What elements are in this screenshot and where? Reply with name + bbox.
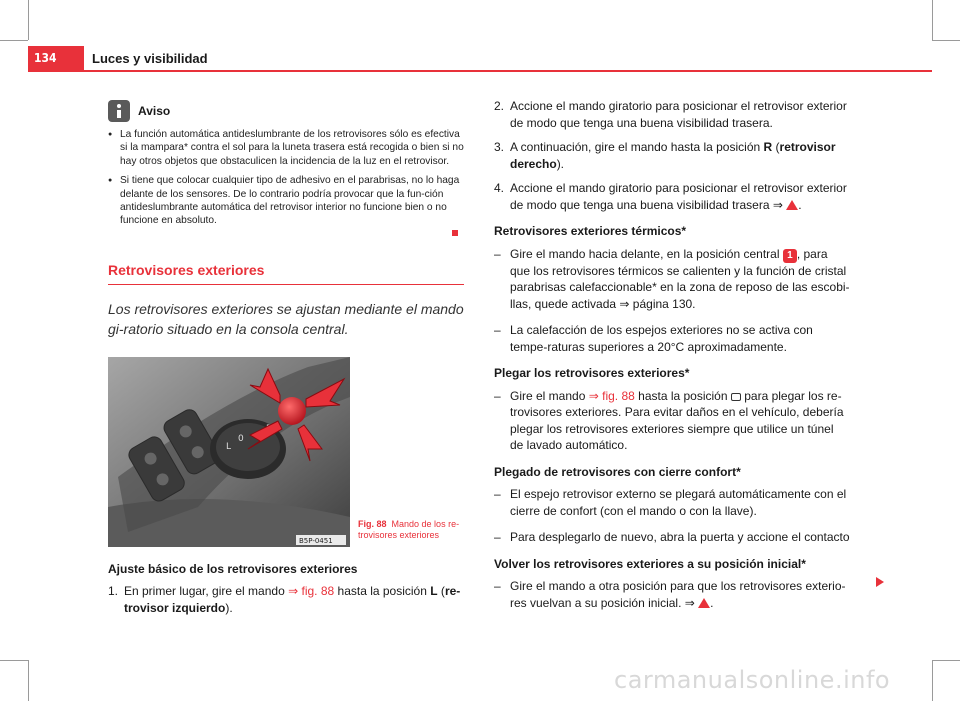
position-name: retrovisor derecho — [510, 140, 836, 171]
step-text: ). — [225, 600, 233, 615]
plegar-item — [494, 388, 850, 454]
termicos-item: – La calefacción de los espejos exteriores no se activa con tempe-raturas superiores a 20°C aproximadamente. — [494, 322, 850, 355]
step-number: 2. — [494, 99, 505, 113]
mirror-control-illustration — [108, 357, 350, 547]
item-text: para plegar los re-trovisores exteriores. Para evitar daños en el vehículo, debería plegar los retrovisores exteriores siempre que utilice un túnel de lavado automático. — [510, 388, 844, 452]
figure-caption-text: Mando de los re-trovisores exteriores — [358, 518, 460, 540]
volver-item: – Gire el mando a otra posición para que los retrovisores exterio-res vuelvan a su posición inicial. ⇒ . — [494, 578, 850, 611]
step-4: 4. Accione el mando giratorio para posicionar el retrovisor exterior de modo que tenga una buena visibilidad trasera ⇒ . — [494, 181, 847, 212]
step-text: ). — [556, 156, 565, 171]
info-icon — [108, 100, 130, 122]
step-text: Accione el mando giratorio para posicionar el retrovisor exterior de modo que tenga una buena visibilidad trasera ⇒ — [510, 181, 847, 212]
header-title: Luces y visibilidad — [92, 51, 208, 66]
watermark: carmanualsonline.info — [614, 666, 891, 694]
figure-code: B5P-0451 — [299, 536, 333, 545]
step-2 — [494, 98, 850, 131]
plegado-item: – El espejo retrovisor externo se plegará automáticamente con el cierre de confort (con el mando o con la llave). — [494, 486, 850, 519]
step-text: A continuación, gire el mando hasta la posición — [510, 140, 761, 154]
item-text: Gire el mando a otra posición para que los retrovisores exterio-res vuelvan a su posición inicial. ⇒ — [510, 579, 846, 610]
callout-badge: 1 — [783, 249, 797, 263]
plegado-item: – Para desplegarlo de nuevo, abra la puerta y accione el contacto — [494, 529, 850, 546]
crop-mark — [0, 660, 28, 661]
step-number: 4. — [494, 181, 505, 195]
continue-arrow-icon — [876, 577, 884, 587]
position-r: R — [763, 140, 773, 154]
step-1: 1. En primer lugar, gire el mando ⇒ fig. 88 hasta la posición L (re-trovisor izquierdo). — [108, 584, 461, 615]
termicos-item — [494, 246, 850, 313]
mirror-fold-icon — [731, 393, 741, 401]
warning-icon[interactable] — [698, 598, 710, 608]
crop-mark — [932, 660, 933, 701]
crop-mark — [932, 660, 960, 661]
subhead-plegado: Plegado de retrovisores con cierre confort* — [494, 464, 741, 479]
crop-mark — [28, 660, 29, 701]
section-rule — [108, 284, 464, 285]
left-column — [108, 100, 464, 624]
figure-caption-label: Fig. 88 — [358, 518, 387, 529]
figure-link[interactable]: ⇒ fig. 88 — [288, 584, 335, 599]
item-text: hasta la posición — [638, 388, 728, 403]
figure-link[interactable]: ⇒ fig. 88 — [588, 388, 635, 403]
item-text: , para que los retrovisores térmicos se calienten y la función de cristal parabrisas calefaccionable* en la zona de reposo de las escobi-llas, quede activada ⇒ página 130. — [510, 246, 850, 311]
position-name: re-trovisor izquierdo — [124, 584, 461, 615]
figure-caption — [358, 519, 464, 541]
knob-label-l: L — [226, 441, 232, 452]
subhead-plegar: Plegar los retrovisores exteriores* — [494, 366, 690, 380]
aviso-bullet: ● La función automática antideslumbrante de los retrovisores sólo es efectiva si la mampara* contra el sol para la luneta trasera está recogida o bien si no hay otros objetos que obstaculicen la incidencia de la luz en el retrovisor. — [108, 128, 464, 168]
position-l: L — [430, 584, 438, 599]
rotary-knob — [278, 397, 306, 425]
mirror-control-photo — [108, 357, 350, 547]
step-3: 3. A continuación, gire el mando hasta la posición R (retrovisor derecho). — [494, 140, 836, 171]
section-intro: Los retrovisores exteriores se ajustan mediante el mando gi-ratorio situado en la consola central. — [108, 300, 464, 337]
knob-label-zero: 0 — [238, 433, 244, 444]
subhead-volver: Volver los retrovisores exteriores a su posición inicial* — [494, 556, 806, 571]
aviso-bullet: ● Si tiene que colocar cualquier tipo de adhesivo en el parabrisas, no lo haga delante de los sensores. De lo contrario podría provocar que la fun-ción antideslumbrante automática del retrovisor interior no funcione bien o no funcione en absoluto. — [108, 174, 464, 228]
subhead-ajuste: Ajuste básico de los retrovisores exteriores — [108, 561, 358, 576]
right-column — [494, 98, 850, 621]
step-text: En primer lugar, gire el mando — [124, 584, 285, 599]
warning-icon[interactable] — [786, 200, 798, 210]
item-text: Gire el mando hacia delante, en la posición central — [510, 246, 780, 261]
subhead-termicos: Retrovisores exteriores térmicos* — [494, 224, 687, 238]
page-number: 134 — [28, 46, 84, 70]
step-number: 1. — [108, 584, 119, 599]
left-steps — [108, 561, 464, 617]
crop-mark — [932, 40, 960, 41]
crop-mark — [28, 0, 29, 40]
step-number: 3. — [494, 140, 505, 154]
crop-mark — [932, 0, 933, 40]
aviso-title: Aviso — [138, 104, 171, 118]
header-rule — [28, 70, 932, 72]
aviso-header — [108, 100, 464, 122]
step-text: Accione el mando giratorio para posicionar el retrovisor exterior de modo que tenga una buena visibilidad trasera. — [510, 99, 847, 130]
step-text: hasta la posición — [337, 584, 427, 599]
section-end-mark — [452, 230, 458, 236]
item-text: Gire el mando — [510, 388, 586, 403]
figure — [108, 357, 464, 547]
section-title: Retrovisores exteriores — [108, 261, 265, 278]
aviso-body — [108, 128, 464, 228]
crop-mark — [0, 40, 28, 41]
